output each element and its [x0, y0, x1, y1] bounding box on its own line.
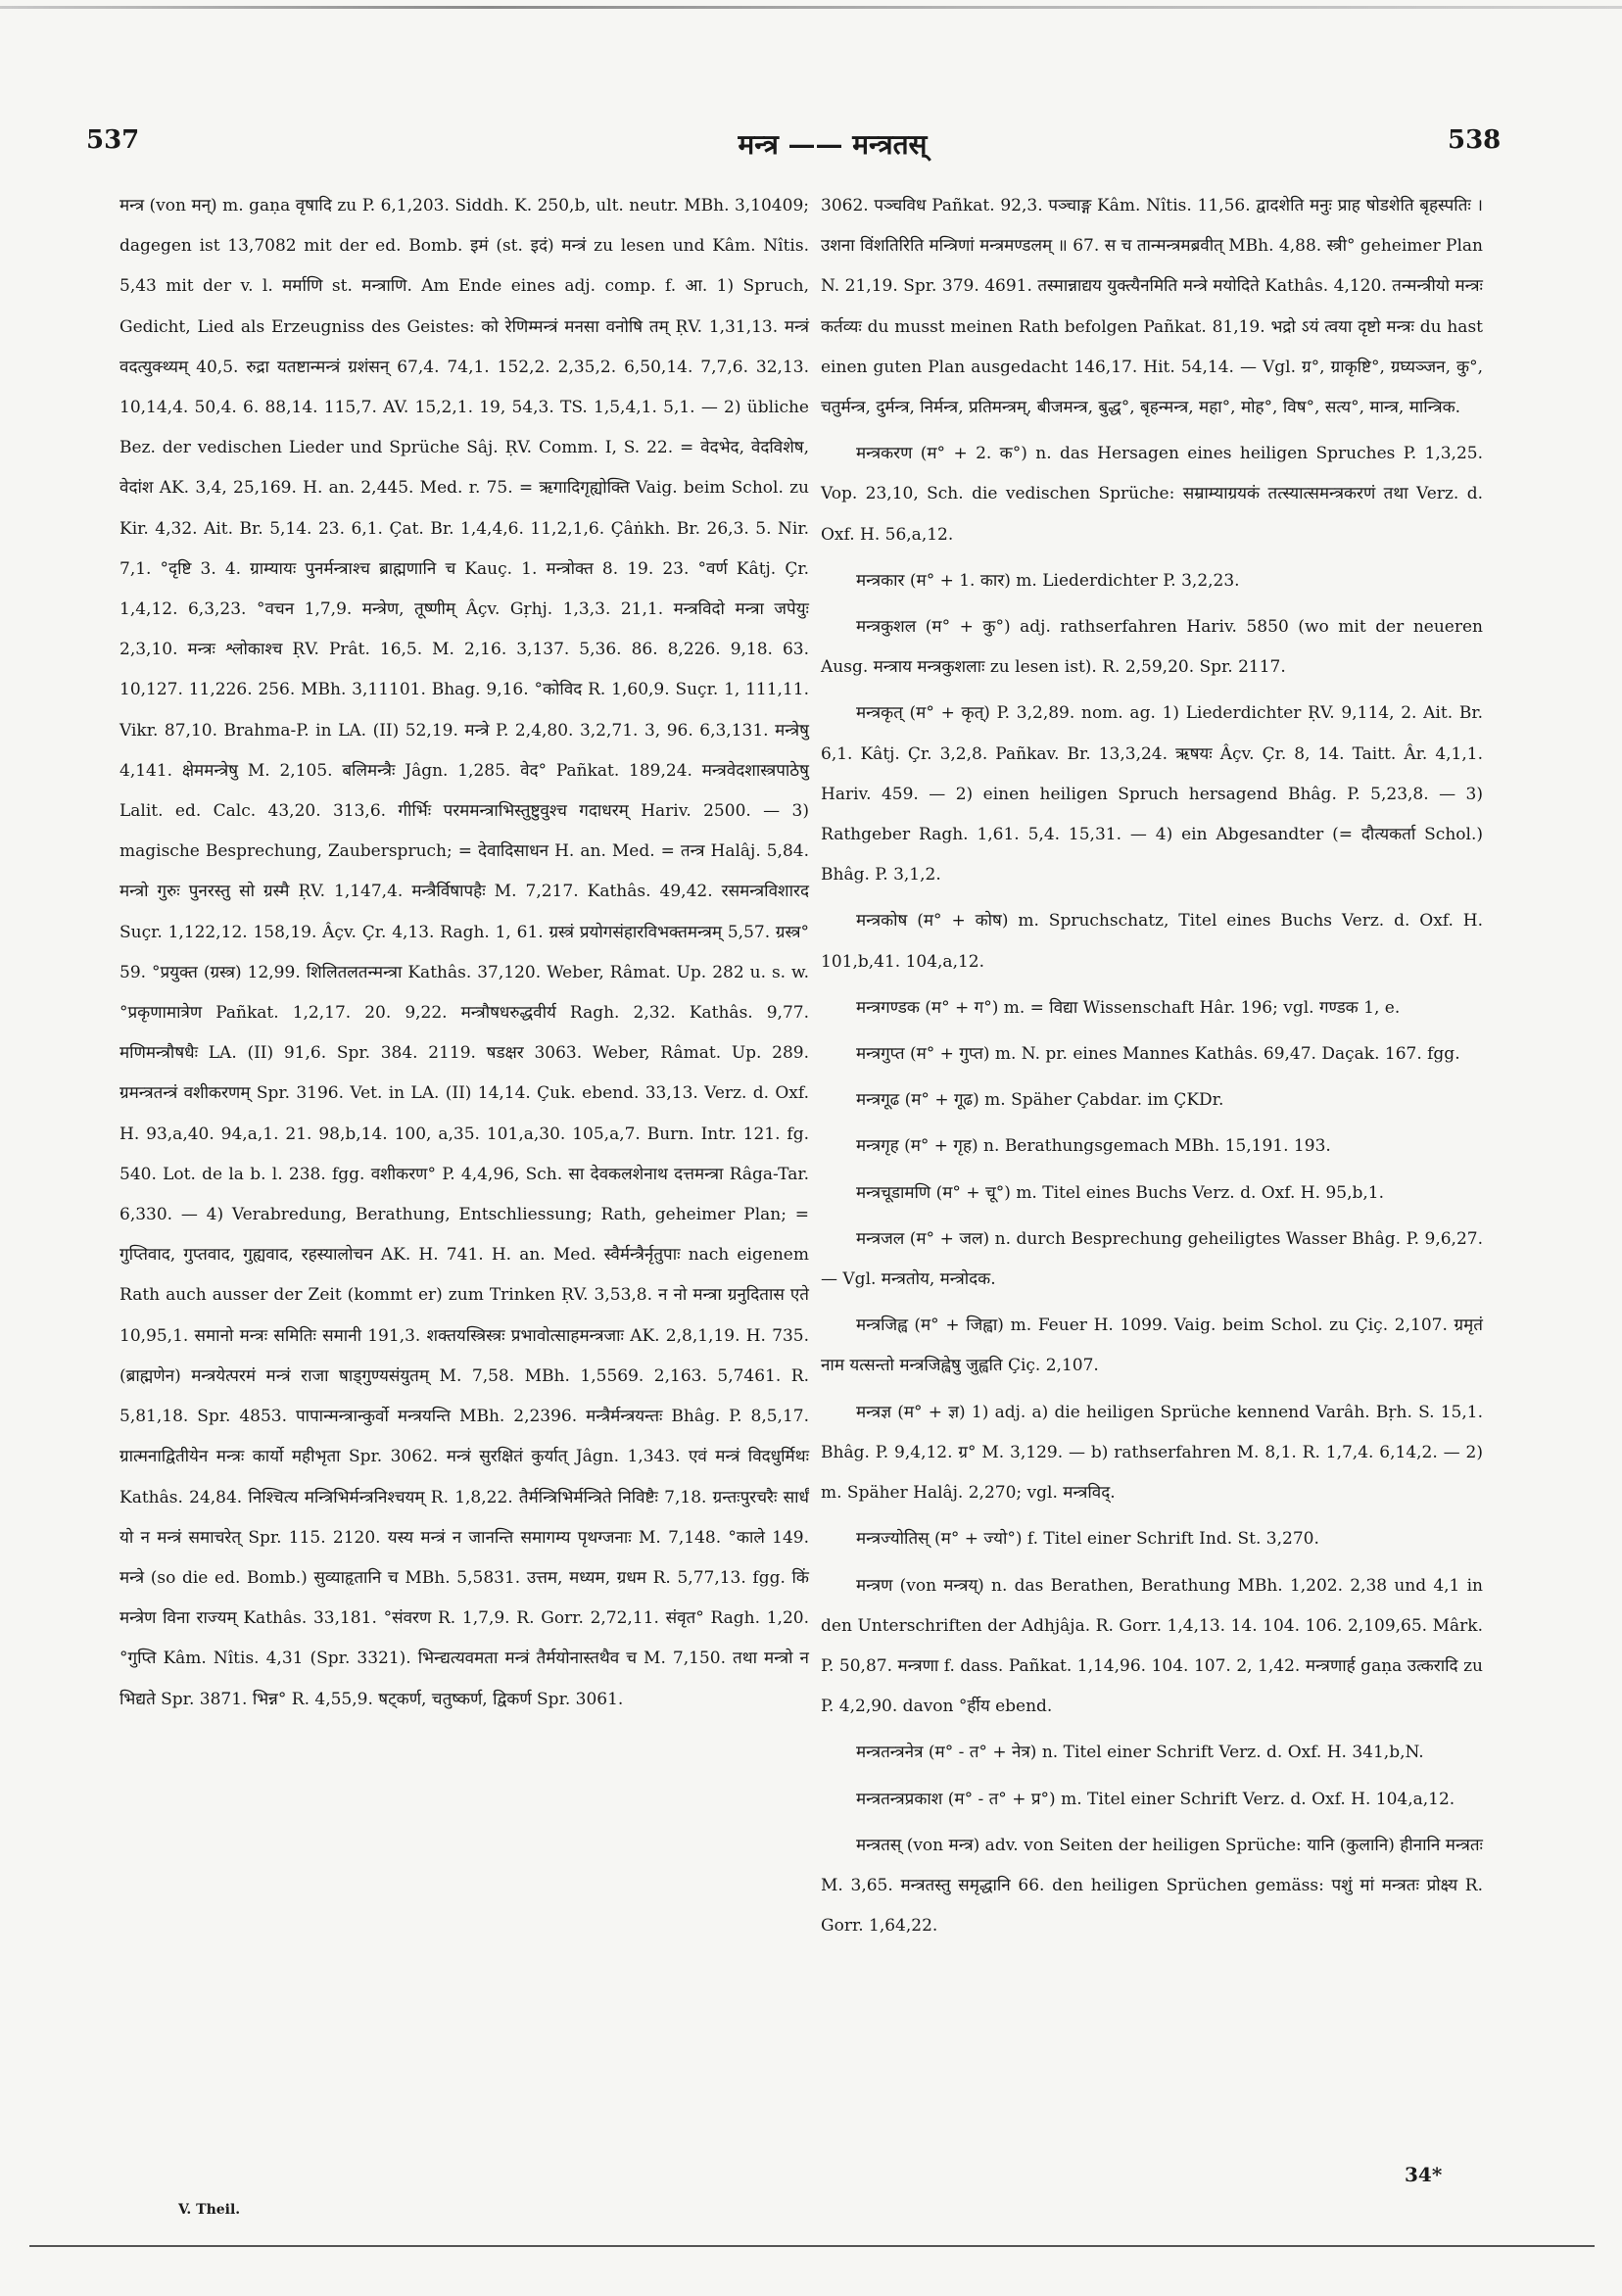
left-column	[119, 186, 809, 1720]
entry-mantratantranetra: मन्त्रतन्त्रनेत्र (म° - त° + नेत्र) n. Titel einer Schrift Verz. d. Oxf. H. 341,b,N.	[856, 1743, 1424, 1763]
entry-continuation: 3062. पञ्चविध Pañkat. 92,3. पञ्चाङ्ग Kâm. Nîtis. 11,56. द्वादशेति मनुः प्राह षोडशेति बृहस्पतिः । उशना विंशतिरिति मन्त्रिणां मन्त्रमण्डलम् ॥ 67. स च तान्मन्त्रमब्रवीत् MBh. 4,88. स्त्री° geheimer Plan N. 21,19. Spr. 379. 4691. तस्मान्नाद्यय युक्त्यैनमिति मन्त्रे मयोदिते Kathâs. 4,120. तन्मन्त्रीयो मन्त्रः कर्तव्यः du musst meinen Rath befolgen Pañkat. 81,19. भद्रो ऽयं त्वया दृष्टो मन्त्रः du hast einen guten Plan ausgedacht 146,17. Hit. 54,14. — Vgl. ग्र°, ग्राकृष्टि°, ग्रघ्यञ्जन, कु°, चतुर्मन्त्र, दुर्मन्त्र, निर्मन्त्र, प्रतिमन्त्रम्, बीजमन्त्र, बुद्ध°, बृहन्मन्त्र, महा°, मोह°, विष°, सत्य°, मान्त्र, मान्त्रिक.	[821, 196, 1483, 418]
entry-mantrachudamani: मन्त्रचूडामणि (म° + चू°) m. Titel eines Buchs Verz. d. Oxf. H. 95,b,1.	[856, 1182, 1384, 1203]
entry-mantrakushala: मन्त्रकुशल (म° + कु°) adj. rathserfahren Hariv. 5850 (wo mit der neueren Ausg. मन्त्राय मन्त्रकुशलाः zu lesen ist). R. 2,59,20. Spr. 2117.	[821, 617, 1483, 678]
entry-mantrakarana: मन्त्रकरण (म° + 2. क°) n. das Hersagen eines heiligen Spruches P. 1,3,25. Vop. 23,10, Sch. die vedischen Sprüche: सम्राम्याग्रयकं तत्स्यात्समन्त्रकरणं तथा Verz. d. Oxf. H. 56,a,12.	[821, 444, 1483, 545]
bottom-rule	[29, 2245, 1595, 2247]
entry-mantragriha: मन्त्रगृह (म° + गृह) n. Berathungsgemach MBh. 15,191. 193.	[856, 1136, 1331, 1157]
right-column	[821, 186, 1483, 1946]
entry-mantrakosha: मन्त्रकोष (म° + कोष) m. Spruchschatz, Titel eines Buchs Verz. d. Oxf. H. 101,b,41. 104,a,12.	[821, 911, 1483, 972]
entry-mantrana: मन्त्रण (von मन्त्रय्) n. das Berathen, Berathung MBh. 1,202. 2,38 und 4,1 in den Unterschriften der Adhjâja. R. Gorr. 1,4,13. 14. 104. 106. 2,109,65. Mârk. P. 50,87. मन्त्रणा f. dass. Pañkat. 1,14,96. 104. 107. 2, 1,42. मन्त्रणार्ह gaṇa उत्करादि zu P. 4,2,90. davon °र्हीय ebend.	[821, 1575, 1483, 1717]
entry-mantragudha: मन्त्रगूढ (म° + गूढ) m. Späher Çabdar. im ÇKDr.	[856, 1090, 1224, 1111]
page-number-left: 537	[86, 125, 140, 155]
entry-mantragupta: मन्त्रगुप्त (म° + गुप्त) m. N. pr. eines Mannes Kathâs. 69,47. Daçak. 167. fgg.	[856, 1044, 1460, 1065]
signature-left: V. Theil.	[178, 2202, 241, 2218]
page-number-right: 538	[1448, 125, 1502, 155]
entry-mantratantraprakasha: मन्त्रतन्त्रप्रकाश (म° - त° + प्र°) m. Titel einer Schrift Verz. d. Oxf. H. 104,a,12.	[856, 1789, 1455, 1809]
entry-mantra: मन्त्र (von मन्) m. gaṇa वृषादि zu P. 6,1,203. Siddh. K. 250,b, ult. neutr. MBh. 3,10409; dagegen ist 13,7082 mit der ed. Bomb. इमं (st. इदं) मन्त्रं zu lesen und Kâm. Nîtis. 5,43 mit der v. l. मर्माणि st. मन्त्राणि. Am Ende eines adj. comp. f. आ. 1) Spruch, Gedicht, Lied als Erzeugniss des Geistes: को रेणिम्मन्त्रं मनसा वनोषि तम् ṚV. 1,31,13. मन्त्रं वदत्युक्थ्यम् 40,5. रुद्रा यतष्टान्मन्त्रं ग्रशंसन् 67,4. 74,1. 152,2. 2,35,2. 6,50,14. 7,7,6. 32,13. 10,14,4. 50,4. 6. 88,14. 115,7. AV. 15,2,1. 19, 54,3. TS. 1,5,4,1. 5,1. — 2) übliche Bez. der vedischen Lieder und Sprüche Sâj. ṚV. Comm. I, S. 22. = वेदभेद, वेदविशेष, वेदांश AK. 3,4, 25,169. H. an. 2,445. Med. r. 75. = ऋगादिगृह्योक्ति Vaig. beim Schol. zu Kir. 4,32. Ait. Br. 5,14. 23. 6,1. Çat. Br. 1,4,4,6. 11,2,1,6. Çâṅkh. Br. 26,3. 5. Nir. 7,1. °दृष्टि 3. 4. ग्राम्यायः पुनर्मन्त्राश्च ब्राह्मणानि च Kauç. 1. मन्त्रोक्त 8. 19. 23. °वर्ण Kâtj. Çr. 1,4,12. 6,3,23. °वचन 1,7,9. मन्त्रेण, तूष्णीम् Âçv. Gṛhj. 1,3,3. 21,1. मन्त्रविदो मन्त्रा जपेयुः 2,3,10. मन्त्रः श्लोकाश्च ṚV. Prât. 16,5. M. 2,16. 3,137. 5,36. 86. 8,226. 9,18. 63. 10,127. 11,226. 256. MBh. 3,11101. Bhag. 9,16. °कोविद R. 1,60,9. Suçr. 1, 111,11. Vikr. 87,10. Brahma-P. in LA. (II) 52,19. मन्त्रे P. 2,4,80. 3,2,71. 3, 96. 6,3,131. मन्त्रेषु 4,141. क्षेममन्त्रेषु M. 2,105. बलिमन्त्रैः Jâgn. 1,285. वेद° Pañkat. 189,24. मन्त्रवेदशास्त्रपाठेषु Lalit. ed. Calc. 43,20. 313,6. गीर्भिः परममन्त्राभिस्तुष्टुवुश्च गदाधरम् Hariv. 2500. — 3) magische Besprechung, Zauberspruch; = देवादिसाधन H. an. Med. = तन्त्र Halâj. 5,84. मन्त्रो गुरुः पुनरस्तु सो ग्रस्मै ṚV. 1,147,4. मन्त्रैर्विषापहैः M. 7,217. Kathâs. 49,42. रसमन्त्रविशारद Suçr. 1,122,12. 158,19. Âçv. Çr. 4,13. Ragh. 1, 61. ग्रस्त्रं प्रयोगसंहारविभक्तमन्त्रम् 5,57. ग्रस्त्र° 59. °प्रयुक्त (ग्रस्त्र) 12,99. शिलितलतन्मन्त्रा Kathâs. 37,120. Weber, Râmat. Up. 282 u. s. w. °प्रकृणामात्रेण Pañkat. 1,2,17. 20. 9,22. मन्त्रौषधरुद्धवीर्य Ragh. 2,32. Kathâs. 9,77. मणिमन्त्रौषधैः LA. (II) 91,6. Spr. 384. 2119. षडक्षर 3063. Weber, Râmat. Up. 289. ग्रमन्त्रतन्त्रं वशीकरणम् Spr. 3196. Vet. in LA. (II) 14,14. Çuk. ebend. 33,13. Verz. d. Oxf. H. 93,a,40. 94,a,1. 21. 98,b,14. 100, a,35. 101,a,30. 105,a,7. Burn. Intr. 121. fg. 540. Lot. de la b. l. 238. fgg. वशीकरण° P. 4,4,96, Sch. सा देवकलशेनाथ दत्तमन्त्रा Râga-Tar. 6,330. — 4) Verabredung, Berathung, Entschliessung; Rath, geheimer Plan; = गुप्तिवाद, गुप्तवाद, गुह्यवाद, रहस्यालोचन AK. H. 741. H. an. Med. स्वैर्मन्त्रैर्नृतुपाः nach eigenem Rath auch ausser der Zeit (kommt er) zum Trinken ṚV. 3,53,8. न नो मन्त्रा ग्रनुदितास एते 10,95,1. समानो मन्त्रः समितिः समानी 191,3. शक्तयस्त्रिस्त्रः प्रभावोत्साहमन्त्रजाः AK. 2,8,1,19. H. 735. (ब्राह्मणेन) मन्त्रयेत्परमं मन्त्रं राजा षाड्गुण्यसंयुतम् M. 7,58. MBh. 1,5569. 2,163. 5,7461. R. 5,81,18. Spr. 4853. पापान्मन्त्रान्कुर्वो मन्त्रयन्ति MBh. 2,2396. मन्त्रैर्मन्त्रयन्तः Bhâg. P. 8,5,17. ग्रात्मनाद्वितीयेन मन्त्रः कार्यो महीभृता Spr. 3062. मन्त्रं सुरक्षितं कुर्यात् Jâgn. 1,343. एवं मन्त्रं विदधुर्मिथः Kathâs. 24,84. निश्चित्य मन्त्रिभिर्मन्त्रनिश्चयम् R. 1,8,22. तैर्मन्त्रिभिर्मन्त्रिते निविष्टैः 7,18. ग्रन्तःपुरचरैः सार्धं यो न मन्त्रं समाचरेत् Spr. 115. 2120. यस्य मन्त्रं न जानन्ति समागम्य पृथग्जनाः M. 7,148. °काले 149. मन्त्रे (so die ed. Bomb.) सुव्याहृतानि च MBh. 5,5831. उत्तम, मध्यम, ग्रधम R. 5,77,13. fgg. किं मन्त्रेण विना राज्यम् Kathâs. 33,181. °संवरण R. 1,7,9. R. Gorr. 2,72,11. संवृत° Ragh. 1,20. °गुप्ति Kâm. Nîtis. 4,31 (Spr. 3321). भिन्द्यत्यवमता मन्त्रं तैर्मयोनास्तथैव च M. 7,150. तथा मन्त्रो न भिद्यते Spr. 3871. भिन्न° R. 4,55,9. षट्कर्ण, चतुष्कर्ण, द्विकर्ण Spr. 3061.	[119, 196, 809, 1709]
running-title: मन्त्र —— मन्त्रतस्	[738, 128, 928, 161]
entry-mantrajna: मन्त्रज्ञ (म° + ज्ञ) 1) adj. a) die heiligen Sprüche kennend Varâh. Bṛh. S. 15,1. Bhâg. P. 9,4,12. ग्र° M. 3,129. — b) rathserfahren M. 8,1. R. 1,7,4. 6,14,2. — 2) m. Späher Halâj. 2,270; vgl. मन्त्रविद्.	[821, 1402, 1483, 1504]
signature-right: 34*	[1405, 2163, 1443, 2186]
entry-mantrakrit: मन्त्रकृत् (म° + कृत्) P. 3,2,89. nom. ag. 1) Liederdichter ṚV. 9,114, 2. Ait. Br. 6,1. Kâtj. Çr. 3,2,8. Pañkav. Br. 13,3,24. ऋषयः Âçv. Çr. 8, 14. Taitt. Âr. 4,1,1. Hariv. 459. — 2) einen heiligen Spruch hersagend Bhâg. P. 5,23,8. — 3) Rathgeber Ragh. 1,61. 5,4. 15,31. — 4) ein Abgesandter (= दौत्यकर्ता Schol.) Bhâg. P. 3,1,2.	[821, 703, 1483, 885]
entry-mantrajihva: मन्त्रजिह्व (म° + जिह्वा) m. Feuer H. 1099. Vaig. beim Schol. zu Çiç. 2,107. ग्रमृतं नाम यत्सन्तो मन्त्रजिह्वेषु जुह्वति Çiç. 2,107.	[821, 1315, 1483, 1376]
entry-mantraganda: मन्त्रगण्डक (म° + ग°) m. = विद्या Wissenschaft Hâr. 196; vgl. गण्डक 1, e.	[856, 997, 1401, 1018]
scan-edge-line	[0, 6, 1622, 9]
entry-mantrajala: मन्त्रजल (म° + जल) n. durch Besprechung geheiligtes Wasser Bhâg. P. 9,6,27. — Vgl. मन्त्रतोय, मन्त्रोदक.	[821, 1228, 1483, 1290]
page-header	[0, 120, 1622, 168]
entry-mantrakara: मन्त्रकार (म° + 1. कार) m. Liederdichter P. 3,2,23.	[856, 570, 1240, 591]
entry-mantrajyotis: मन्त्रज्योतिस् (म° + ज्यो°) f. Titel einer Schrift Ind. St. 3,270.	[856, 1529, 1319, 1550]
entry-mantratas: मन्त्रतस् (von मन्त्र) adv. von Seiten der heiligen Sprüche: यानि (कुलानि) हीनानि मन्त्रतः M. 3,65. मन्त्रतस्तु समृद्धानि 66. den heiligen Sprüchen gemäss: पशुं मां मन्त्रतः प्रोक्ष्य R. Gorr. 1,64,22.	[821, 1835, 1483, 1937]
